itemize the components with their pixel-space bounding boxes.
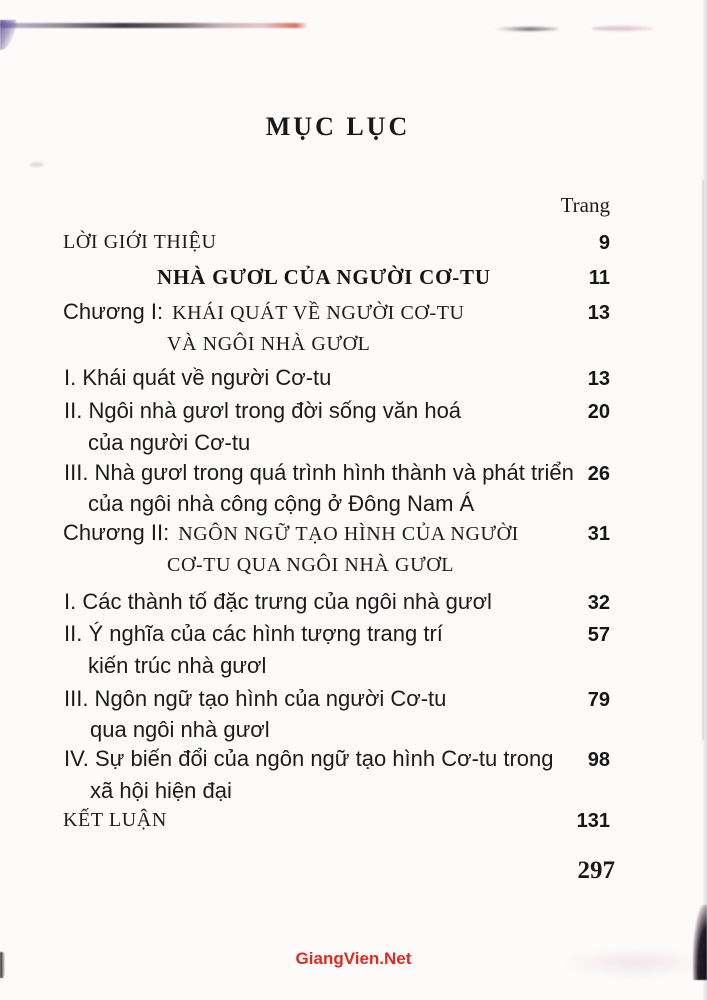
toc-entry-prefix: Chương II: — [63, 520, 170, 545]
toc-entry-label: KHÁI QUÁT VỀ NGƯỜI CƠ-TU — [172, 302, 465, 324]
page-title: MỤC LỤC — [265, 112, 411, 141]
toc-entry-label: III. Ngôn ngữ tạo hình của người Cơ-tu — [64, 686, 447, 711]
toc-entry-label: KẾT LUẬN — [63, 809, 167, 831]
toc-entry-label: I. Khái quát về người Cơ-tu — [64, 365, 332, 390]
toc-entry — [63, 459, 707, 487]
toc-entry-cont — [63, 429, 707, 457]
toc-entry-label: của người Cơ-tu — [88, 430, 251, 455]
toc-entry-label: I. Các thành tố đặc trưng của ngôi nhà gươl — [64, 589, 492, 614]
toc-entry-label: qua ngôi nhà gươl — [90, 717, 270, 742]
toc-entry-label: IV. Sự biến đổi của ngôn ngữ tạo hình Cơ-tu trong — [64, 746, 554, 771]
scan-artifact-left-corner — [0, 20, 16, 50]
toc-entry-label: II. Ý nghĩa của các hình tượng trang trí — [64, 621, 443, 646]
toc-entry-label: LỜI GIỚI THIỆU — [63, 231, 217, 253]
toc-entry — [63, 588, 707, 616]
toc-entry-label: xã hội hiện đại — [90, 778, 232, 803]
toc-entry-page: 31 — [587, 523, 610, 545]
toc-entry-label: của ngôi nhà công cộng ở Đông Nam Á — [88, 491, 475, 516]
toc-entry-label: NGÔN NGỮ TẠO HÌNH CỦA NGƯỜI — [178, 523, 519, 545]
toc-entry-label: II. Ngôi nhà gươl trong đời sống văn hoá — [64, 398, 462, 423]
toc-entry — [63, 364, 707, 392]
watermark: GiangVien.Net — [295, 949, 412, 968]
toc-entry-label: III. Nhà gươl trong quá trình hình thành và phát triển — [64, 460, 574, 485]
toc-entry-page: 13 — [587, 368, 610, 390]
page-column-header: Trang — [560, 193, 610, 217]
toc-entry-cont — [63, 777, 707, 805]
toc-entry-page: 131 — [576, 810, 610, 832]
toc-entry-label: kiến trúc nhà gươl — [88, 653, 267, 678]
toc-entry-page: 79 — [587, 689, 610, 711]
toc-entry-chapter-1 — [63, 298, 707, 326]
toc-entry — [63, 685, 707, 713]
toc-entry-page: 20 — [587, 401, 610, 423]
toc-entry-conclusion — [63, 806, 707, 834]
toc-entry-cont — [63, 652, 707, 680]
toc-entry-page: 26 — [587, 463, 610, 485]
toc-entry-part-title — [63, 263, 707, 291]
toc-entry-chapter-1-cont — [63, 330, 707, 358]
toc-entry — [63, 745, 707, 773]
scan-artifact-faint-mark — [30, 162, 44, 167]
toc-entry-label: CƠ-TU QUA NGÔI NHÀ GƯƠL — [167, 554, 455, 576]
toc-entry-chapter-2-cont — [63, 551, 707, 579]
toc-entry-label: NHÀ GƯƠL CỦA NGƯỜI CƠ-TU — [157, 265, 491, 289]
toc-entry-page: 9 — [598, 232, 610, 254]
toc-entry-intro — [63, 228, 707, 256]
toc-entry-label: VÀ NGÔI NHÀ GƯƠL — [167, 333, 371, 355]
scan-artifact-top-streak — [0, 23, 308, 28]
toc-entry-chapter-2 — [63, 519, 707, 547]
toc-entry — [63, 620, 707, 648]
scan-artifact-smudge — [493, 27, 559, 31]
toc-entry-page: 57 — [587, 624, 610, 646]
toc-entry-page: 13 — [587, 302, 610, 324]
toc-entry-cont — [63, 490, 707, 518]
toc-entry-prefix: Chương I: — [63, 299, 164, 324]
scan-artifact-smudge-pink — [592, 26, 654, 31]
toc-entry-page: 32 — [587, 592, 610, 614]
toc-entry-page: 98 — [587, 749, 610, 771]
toc-entry-page: 11 — [588, 267, 610, 289]
footer-page-number: 297 — [577, 857, 615, 884]
toc-entry — [63, 397, 707, 425]
toc-entry-cont — [63, 716, 707, 744]
